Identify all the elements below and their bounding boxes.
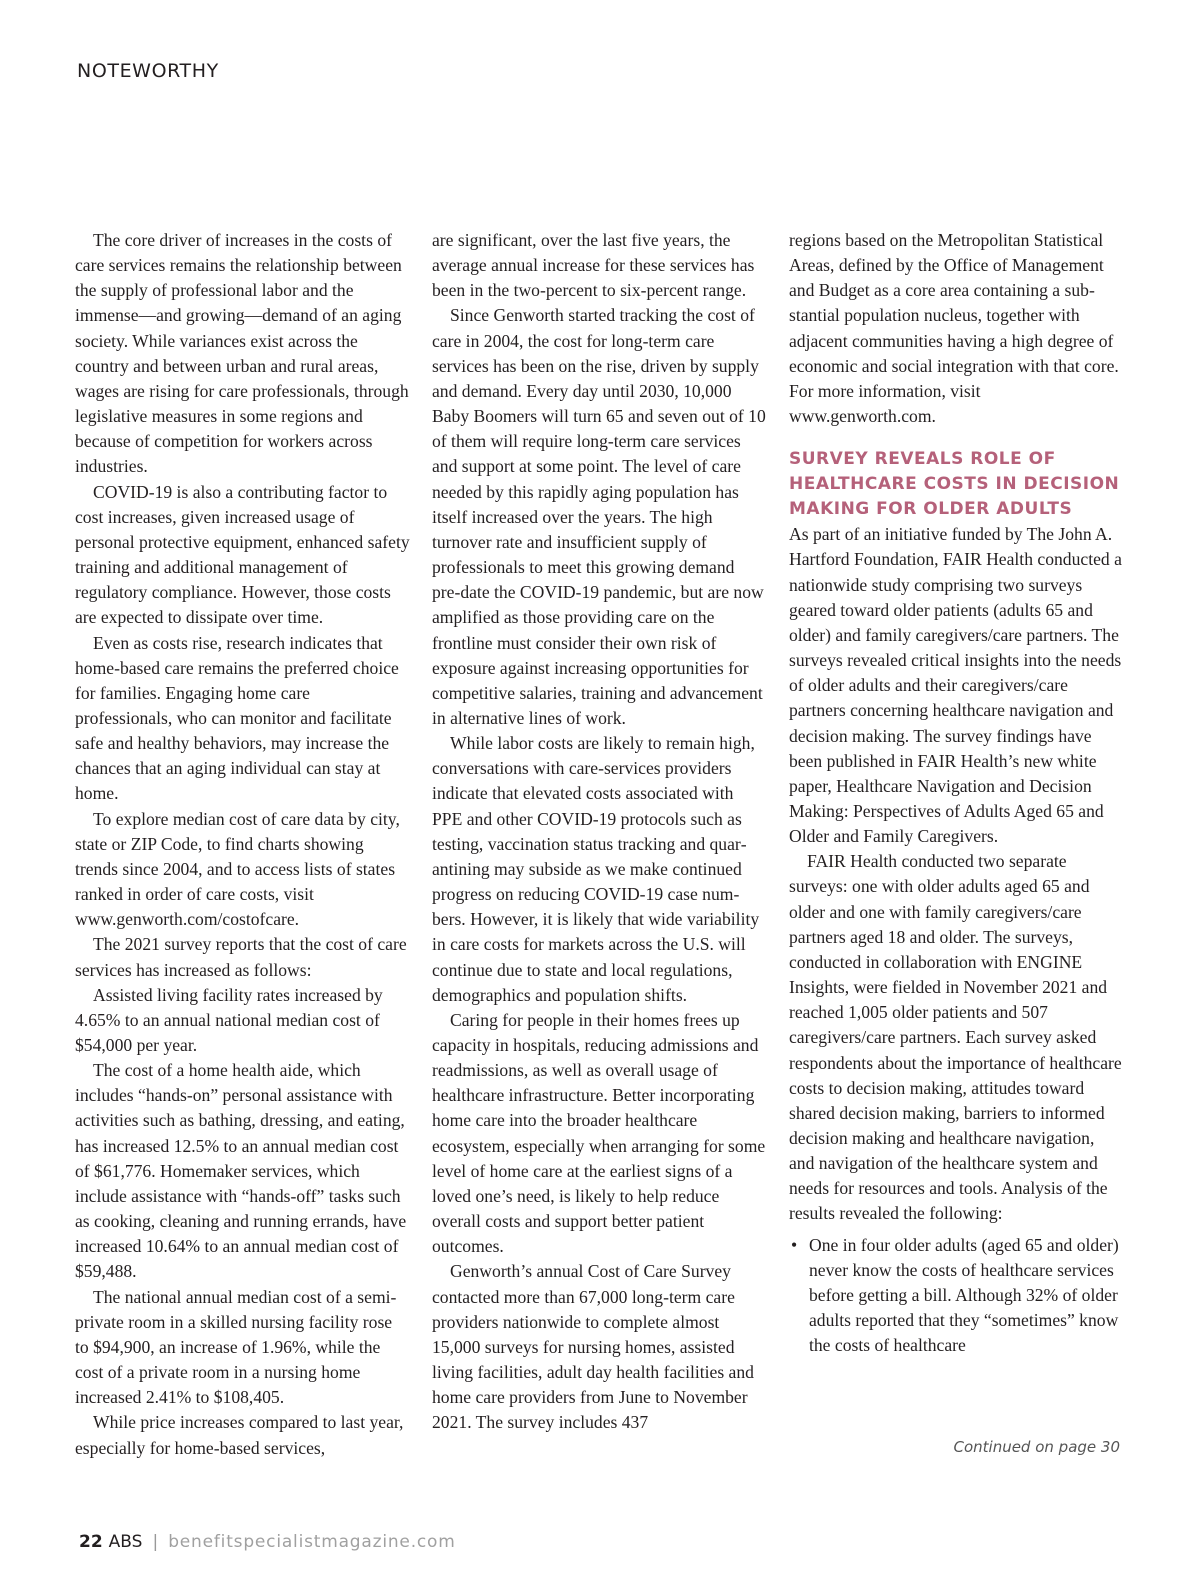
paragraph: Caring for people in their homes frees up capacity in hospitals, reducing admissions and readmissions, as well as overall usage of healthcare infrastructure. Better incorporating home care into the broader healthcare ecosystem, especially when arranging for some level of home care at the earliest signs of a loved one’s need, is likely to help reduce overall costs and support better patient outcomes. — [432, 1009, 766, 1257]
paragraph: The 2021 survey reports that the cost of care services has increased as follows: — [75, 934, 407, 980]
paragraph: While price increases compared to last year, especially for home-based services, — [75, 1412, 404, 1458]
column-3 — [789, 228, 1124, 1358]
paragraph: The national annual median cost of a semi-private room in a skilled nursing facility rose to $94,900, an increase of 1.96%, while the cost of a private room in a nursing home increased 2.41% to $108,405. — [75, 1286, 397, 1408]
page-number: 22 — [79, 1532, 103, 1552]
paragraph: regions based on the Metropolitan Statistical Areas, defined by the Office of Management and Budget as a core area containing a substantial population nucleus, together with adjacent communities having a high degree of economic and social integration with that core. For more information, visit www.genworth.com. — [789, 230, 1119, 427]
paragraph: The core driver of increases in the costs of care services remains the relationship between the supply of professional labor and the immense—and growing—demand of an aging society. While variances exist across the country and between urban and rural areas, wages are rising for care professionals, through legislative measures in some regions and because of competition for workers across industries. — [75, 230, 409, 477]
paragraph: Assisted living facility rates increased by 4.65% to an annual national median cost of $54,000 per year. — [75, 984, 383, 1055]
list-item — [789, 1233, 1124, 1359]
paragraph: Genworth’s annual Cost of Care Survey contacted more than 67,000 long-term care providers nationwide to complete almost 15,000 surveys for nursing homes, assisted living facilities, adult day health facilities and home care providers from June to November 2021. The survey includes 437 — [432, 1261, 754, 1433]
paragraph: FAIR Health conducted two separate surveys: one with older adults aged 65 and older and one with family caregivers/care partners aged 18 and older. The surveys, conducted in collaboration with ENGINE Insights, were fielded in November 2021 and reached 1,005 older patients and 507 caregivers/care partners. Each survey asked respondents about the importance of healthcare costs to decision making, attitudes toward shared decision making, barriers to informed decision making and healthcare navigation, and navigation of the healthcare system and needs for resources and tools. Analysis of the results revealed the following: — [789, 851, 1122, 1224]
bullet-list — [789, 1233, 1124, 1359]
footer-separator: | — [152, 1532, 159, 1552]
website-url[interactable]: benefitspecialistmagazine.com — [168, 1532, 456, 1552]
bullet-icon: • — [791, 1234, 798, 1255]
paragraph: COVID-19 is also a contributing factor to cost increases, given increased usage of personal protective equipment, enhanced safety training and additional management of regulatory compliance. However, those costs are expected to dissipate over time. — [75, 481, 410, 628]
paragraph: The cost of a home health aide, which includes “hands-on” personal assistance with activities such as bathing, dressing, and eating, has increased 12.5% to an annual median cost of $61,776. Homemaker services, which include assistance with “hands-off” tasks such as cooking, cleaning and running errands, have increased 10.64% to an annual median cost of $59,488. — [75, 1060, 407, 1282]
column-2 — [432, 228, 767, 1436]
page-footer — [79, 1532, 456, 1552]
list-item-text: One in four older adults (aged 65 and older) never know the costs of healthcare services before getting a bill. Although 32% of older adults reported that they “sometimes” know the costs of healthcare — [809, 1234, 1119, 1356]
section-label: NOTEWORTHY — [77, 60, 219, 82]
paragraph: Even as costs rise, research indicates that home-based care remains the preferred choice for families. Engaging home care professionals, who can monitor and facilitate safe and healthy behaviors, may increase the chances that an aging individual can stay at home. — [75, 632, 399, 804]
paragraph: To explore median cost of care data by city, state or ZIP Code, to find charts showing trends since 2004, and to access lists of states ranked in order of care costs, visit www.genworth.com/costofcare. — [75, 808, 400, 930]
paragraph: Since Genworth started tracking the cost of care in 2004, the cost for long-term care services has been on the rise, driven by supply and demand. Every day until 2030, 10,000 Baby Boomers will turn 65 and seven out of 10 of them will require long-term care services and support at some point. The level of care needed by this rapidly aging population has itself increased over the years. The high turnover rate and insufficient supply of professionals to meet this growing demand pre-date the COVID-19 pandemic, but are now amplified as those providing care on the frontline must consider their own risk of exposure against increasing opportunities for competitive salaries, training and advancement in alternative lines of work. — [432, 305, 766, 728]
paragraph: As part of an initiative funded by The John A. Hartford Foundation, FAIR Health conducted a nationwide study comprising two surveys geared toward older patients (adults 65 and older) and family caregivers/care partners. The surveys revealed critical insights into the needs of older adults and their caregivers/care partners concerning healthcare navigation and decision making. The survey findings have been published in FAIR Health’s new white paper, Healthcare Navigation and Decision Making: Perspectives of Adults Aged 65 and Older and Family Caregivers. — [789, 524, 1122, 847]
continued-note: Continued on page 30 — [953, 1438, 1120, 1456]
publication-name: ABS — [108, 1532, 143, 1552]
paragraph: While labor costs are likely to remain high, conversations with care-services providers indicate that elevated costs associated with PPE and other COVID-19 protocols such as testing, vaccination status tracking and quarantining may subside as we make continued progress on reducing COVID-19 case numbers. However, it is likely that wide variability in care costs for markets across the U.S. will continue due to state and local regulations, demographics and population shifts. — [432, 733, 760, 1005]
column-1 — [75, 228, 410, 1461]
paragraph: are significant, over the last five years, the average annual increase for these services has been in the two-percent to six-percent range. — [432, 230, 755, 301]
subheading: SURVEY REVEALS ROLE OF HEALTHCARE COSTS IN DECISION MAKING FOR OLDER ADULTS — [789, 449, 1120, 520]
